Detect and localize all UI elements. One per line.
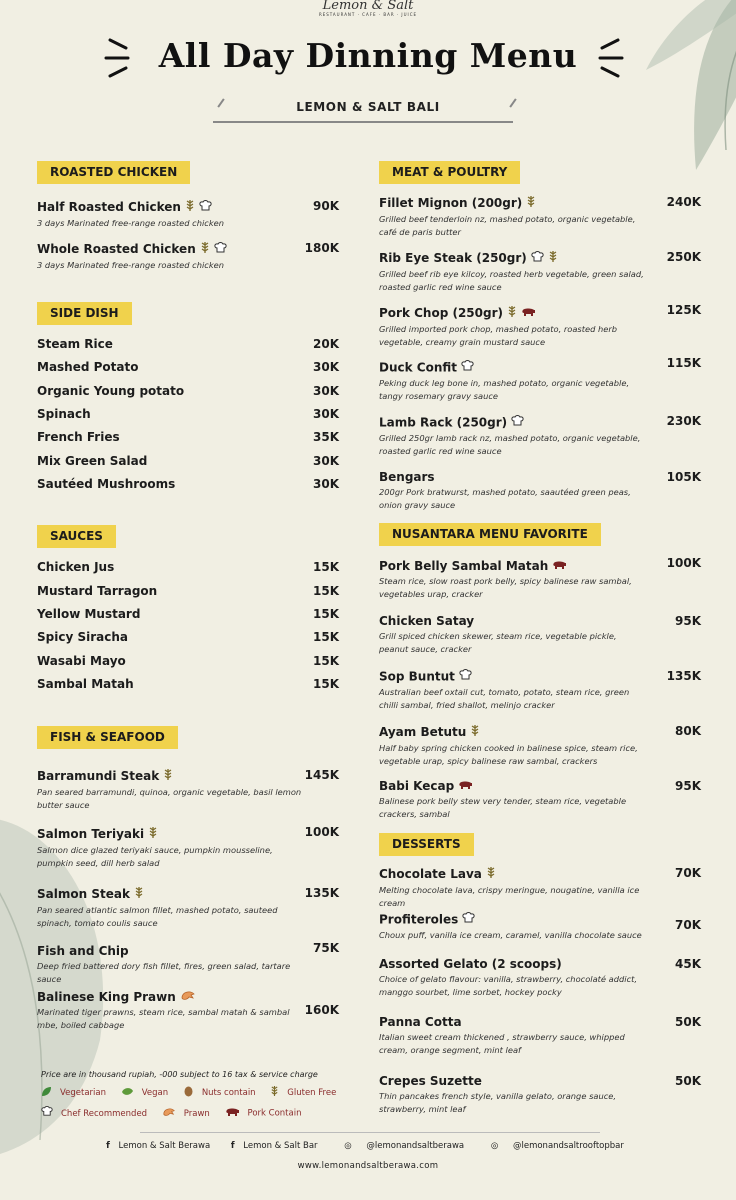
chef-recommended-icon: [461, 360, 474, 376]
item-name: Chicken Satay: [379, 614, 475, 628]
chef-recommended-icon: [531, 251, 544, 267]
gluten-free-icon: [200, 241, 210, 258]
pork-icon: [225, 1107, 240, 1120]
menu-item: [379, 669, 701, 712]
menu-item: [37, 477, 339, 492]
allergen-legend: [41, 1070, 341, 1120]
item-price: 15K: [313, 654, 339, 668]
section-meat-poultry: MEAT & POULTRY: [379, 161, 520, 184]
item-price: 15K: [313, 677, 339, 691]
menu-item: [37, 941, 339, 986]
item-price: 50K: [675, 1015, 701, 1029]
menu-item: [37, 199, 339, 230]
facebook-link-bar[interactable]: [231, 1141, 324, 1151]
item-description: Choux puff, vanilla ice cream, caramel, vanilla chocolate sauce: [379, 930, 642, 940]
item-description: Grilled beef rib eye kilcoy, roasted herb vegetable, green salad, roasted garlic red wine sauce: [379, 269, 644, 292]
menu-item: [37, 677, 339, 692]
menu-item: [37, 241, 339, 272]
item-name: Balinese King Prawn: [37, 990, 176, 1004]
menu-item: [379, 470, 701, 512]
facebook-link-berawa[interactable]: [106, 1141, 216, 1151]
social-links: [0, 1141, 736, 1151]
gluten-free-icon: [548, 250, 558, 267]
menu-title: All Day Dinning Menu: [158, 36, 578, 75]
menu-item: [37, 384, 339, 399]
gluten-free-icon: [134, 886, 144, 903]
item-description: Salmon dice glazed teriyaki sauce, pumpkin mousseline, pumpkin seed, dill herb salad: [37, 845, 273, 868]
item-name: Barramundi Steak: [37, 769, 160, 783]
item-name: Chicken Jus: [37, 560, 115, 574]
item-name: Spinach: [37, 407, 91, 421]
item-price: 15K: [313, 584, 339, 598]
menu-item: [379, 1015, 701, 1057]
item-description: Melting chocolate lava, crispy meringue, nougatine, vanilla ice cream: [379, 885, 640, 908]
menu-item: [37, 560, 339, 575]
menu-item: [379, 1074, 701, 1116]
item-price: 75K: [313, 941, 339, 955]
section-desserts: DESSERTS: [379, 833, 474, 856]
section-sauces: SAUCES: [37, 525, 116, 548]
menu-item: [379, 614, 701, 656]
item-description: Australian beef oxtail cut, tomato, potato, steam rice, green chilli sambal, fried shallot, melinjo cracker: [379, 687, 630, 710]
chef-recommended-icon: [199, 200, 212, 216]
item-name: Fillet Mignon (200gr): [379, 196, 523, 210]
facebook-icon: f: [230, 1141, 235, 1151]
item-name: Panna Cotta: [379, 1015, 462, 1029]
item-name: Spicy Siracha: [37, 630, 128, 644]
item-price: 180K: [304, 241, 339, 255]
item-description: Choice of gelato flavour: vanilla, strawberry, chocolaté addict, manggo sourbet, lime sorbet, hockey pocky: [379, 974, 638, 997]
item-price: 125K: [666, 303, 701, 317]
item-name: Rib Eye Steak (250gr): [379, 251, 527, 265]
pork-icon: [458, 779, 473, 794]
section-side-dish: SIDE DISH: [37, 302, 132, 325]
item-name: Salmon Teriyaki: [37, 827, 145, 841]
item-price: 15K: [313, 560, 339, 574]
item-price: 240K: [666, 195, 701, 209]
item-description: Thin pancakes french style, vanilla gelato, orange sauce, strawberry, mint leaf: [379, 1091, 617, 1114]
item-price: 95K: [675, 779, 701, 793]
item-description: Grill spiced chicken skewer, steam rice, vegetable pickle, peanut sauce, cracker: [379, 631, 617, 654]
legend-pork: Pork Contain: [247, 1108, 302, 1119]
menu-item: [379, 957, 701, 999]
menu-item: [37, 454, 339, 469]
item-name: Organic Young potato: [37, 384, 185, 398]
legend-vegetarian: Vegetarian: [60, 1088, 107, 1098]
item-price: 100K: [666, 556, 701, 570]
item-description: Half baby spring chicken cooked in balinese spice, steam rice, vegetable urap, spicy balinese raw sambal, crackers: [379, 743, 638, 766]
website-link[interactable]: www.lemonandsaltberawa.com: [297, 1161, 439, 1171]
price-note: Price are in thousand rupiah, -000 subject to 16 tax & service charge: [41, 1070, 318, 1079]
item-price: 95K: [675, 614, 701, 628]
item-description: Peking duck leg bone in, mashed potato, organic vegetable, tangy rosemary gravy sauce: [379, 378, 630, 401]
item-name: Lamb Rack (250gr): [379, 415, 508, 430]
item-price: 145K: [304, 768, 339, 782]
legend-gluten-free: Gluten Free: [287, 1088, 337, 1098]
item-price: 15K: [313, 630, 339, 644]
legend-chef-recommended: Chef Recommended: [61, 1108, 148, 1119]
item-name: Fish and Chip: [37, 944, 129, 958]
nuts-icon: [183, 1086, 194, 1100]
item-name: Mix Green Salad: [37, 454, 148, 468]
item-price: 135K: [666, 669, 701, 683]
instagram-icon: ◎: [490, 1141, 499, 1151]
vegetarian-icon: [41, 1086, 52, 1100]
item-price: 30K: [313, 384, 339, 398]
item-price: 100K: [304, 825, 339, 839]
menu-item: [37, 886, 339, 930]
item-name: Crepes Suzette: [379, 1074, 482, 1088]
item-name: Profiteroles: [379, 912, 459, 927]
footer-divider: [140, 1132, 600, 1133]
item-price: 30K: [313, 477, 339, 491]
item-price: 50K: [675, 1074, 701, 1088]
item-description: Grilled imported pork chop, mashed potato, roasted herb vegetable, creamy grain mustard sauce: [379, 324, 618, 347]
chef-recommended-icon: [459, 669, 472, 685]
item-description: Deep fried battered dory fish fillet, fires, green salad, tartare sauce: [37, 961, 291, 984]
item-price: 90K: [313, 199, 339, 213]
subtitle-underline: [213, 121, 513, 123]
gluten-free-icon: [486, 866, 496, 883]
brand-logo-tagline: RESTAURANT · CAFE · BAR · JUICE: [318, 12, 418, 17]
menu-item: [37, 430, 339, 445]
gluten-free-icon: [163, 768, 173, 785]
gluten-free-icon: [148, 826, 158, 843]
item-description: Grilled 250gr lamb rack nz, mashed potato, organic vegetable, roasted garlic red wine sauce: [379, 433, 641, 456]
legend-row-1: [41, 1085, 341, 1100]
item-description: Pan seared barramundi, quinoa, organic vegetable, basil lemon butter sauce: [37, 787, 302, 810]
facebook-bar-label: Lemon & Salt Bar: [243, 1141, 318, 1151]
item-price: 45K: [675, 957, 701, 971]
menu-item: [37, 584, 339, 599]
item-name: Mustard Tarragon: [37, 584, 158, 598]
section-nusantara-menu: NUSANTARA MENU FAVORITE: [379, 523, 601, 546]
legend-nuts: Nuts contain: [201, 1088, 256, 1098]
menu-item: [379, 415, 701, 458]
facebook-icon: f: [106, 1141, 110, 1151]
menu-item: [37, 407, 339, 422]
facebook-berawa-label: Lemon & Salt Berawa: [118, 1141, 211, 1151]
gluten-free-icon: [507, 305, 517, 322]
item-name: Steam Rice: [37, 337, 113, 351]
legend-prawn: Prawn: [183, 1108, 210, 1119]
menu-item: [379, 195, 701, 239]
item-name: Salmon Steak: [37, 887, 130, 901]
instagram-rooftop-label: @lemonandsaltrooftopbar: [512, 1141, 624, 1151]
brand-logo: Lemon & Salt: [322, 0, 414, 13]
item-price: 30K: [313, 454, 339, 468]
item-name: Chocolate Lava: [379, 867, 482, 881]
menu-item: [37, 360, 339, 375]
item-description: Italian sweet cream thickened , strawberry sauce, whipped cream, orange segment, mint leaf: [379, 1032, 625, 1055]
item-name: Babi Kecap: [379, 779, 455, 793]
menu-item: [379, 356, 701, 403]
item-name: Wasabi Mayo: [37, 654, 126, 668]
prawn-icon: [180, 990, 196, 1005]
item-price: 70K: [675, 918, 701, 932]
instagram-link-berawa[interactable]: [338, 1141, 470, 1151]
item-name: Pork Chop (250gr): [379, 306, 504, 320]
item-price: 20K: [313, 337, 339, 351]
item-description: Marinated tiger prawns, steam rice, sambal matah & sambal mbe, boiled cabbage: [37, 1007, 290, 1030]
item-name: Bengars: [379, 470, 435, 484]
prawn-icon: [162, 1107, 176, 1120]
menu-item: [379, 866, 701, 910]
chef-recommended-icon: [462, 912, 475, 928]
instagram-berawa-label: @lemonandsaltberawa: [366, 1141, 465, 1151]
chef-recommended-icon: [511, 415, 524, 431]
instagram-link-rooftop[interactable]: [485, 1141, 630, 1151]
item-description: Steam rice, slow roast pork belly, spicy balinese raw sambal, vegetables urap, cracker: [379, 576, 632, 599]
item-name: French Fries: [37, 430, 120, 444]
item-description: Balinese pork belly stew very tender, steam rice, vegetable crackers, sambal: [379, 796, 627, 819]
menu-item: [379, 305, 701, 349]
legend-vegan: Vegan: [141, 1088, 169, 1098]
item-description: 3 days Marinated free-range roasted chicken: [37, 260, 225, 270]
item-price: 35K: [313, 430, 339, 444]
section-fish-seafood: FISH & SEAFOOD: [37, 726, 178, 749]
item-name: Whole Roasted Chicken: [37, 242, 196, 256]
menu-item: [379, 912, 701, 942]
item-name: Yellow Mustard: [37, 607, 141, 621]
item-name: Assorted Gelato (2 scoops): [379, 957, 562, 971]
gluten-free-icon: [185, 199, 195, 216]
gluten-free-icon: [270, 1085, 279, 1100]
item-name: Mashed Potato: [37, 360, 139, 374]
menu-item: [379, 250, 701, 294]
menu-item: [37, 990, 339, 1032]
menu-item: [37, 826, 339, 870]
item-description: Pan seared atlantic salmon fillet, mashed potato, sauteed spinach, tomato coulis sauce: [37, 905, 278, 928]
menu-item: [37, 630, 339, 645]
palm-leaf-decoration: [626, 0, 736, 190]
item-name: Sop Buntut: [379, 669, 455, 684]
item-name: Sambal Matah: [37, 677, 134, 691]
gluten-free-icon: [470, 724, 480, 741]
item-description: 3 days Marinated free-range roasted chicken: [37, 218, 225, 228]
menu-item: [379, 724, 701, 768]
item-price: 80K: [675, 724, 701, 738]
item-price: 115K: [666, 356, 701, 370]
menu-item: [379, 779, 701, 821]
item-price: 135K: [304, 886, 339, 900]
item-price: 230K: [666, 414, 701, 428]
legend-row-2: [41, 1106, 341, 1120]
item-price: 70K: [675, 866, 701, 880]
item-price: 250K: [666, 250, 701, 264]
chef-recommended-icon: [41, 1106, 53, 1120]
pork-icon: [552, 559, 567, 574]
item-description: 200gr Pork bratwurst, mashed potato, saautéed green peas, onion gravy sauce: [379, 487, 631, 510]
item-description: Grilled beef tenderloin nz, mashed potato, organic vegetable, café de paris butter: [379, 214, 636, 237]
item-price: 30K: [313, 360, 339, 374]
item-name: Ayam Betutu: [379, 725, 467, 739]
instagram-icon: ◎: [344, 1141, 352, 1151]
item-name: Pork Belly Sambal Matah: [379, 559, 549, 573]
item-name: Sautéed Mushrooms: [37, 477, 176, 491]
item-price: 15K: [313, 607, 339, 621]
menu-item: [37, 768, 339, 812]
menu-item: [37, 337, 339, 352]
section-roasted-chicken: ROASTED CHICKEN: [37, 161, 190, 184]
menu-item: [37, 607, 339, 622]
gluten-free-icon: [526, 195, 536, 212]
menu-item: [37, 654, 339, 669]
item-name: Half Roasted Chicken: [37, 200, 181, 214]
restaurant-subtitle: LEMON & SALT BALI: [296, 100, 440, 114]
item-price: 30K: [313, 407, 339, 421]
vegan-icon: [121, 1086, 134, 1100]
chef-recommended-icon: [214, 242, 227, 258]
item-name: Duck Confit: [379, 360, 457, 375]
item-price: 160K: [304, 1003, 339, 1017]
menu-item: [379, 556, 701, 601]
item-price: 105K: [666, 470, 701, 484]
burst-decoration-right: [594, 36, 624, 80]
pork-icon: [521, 306, 536, 321]
